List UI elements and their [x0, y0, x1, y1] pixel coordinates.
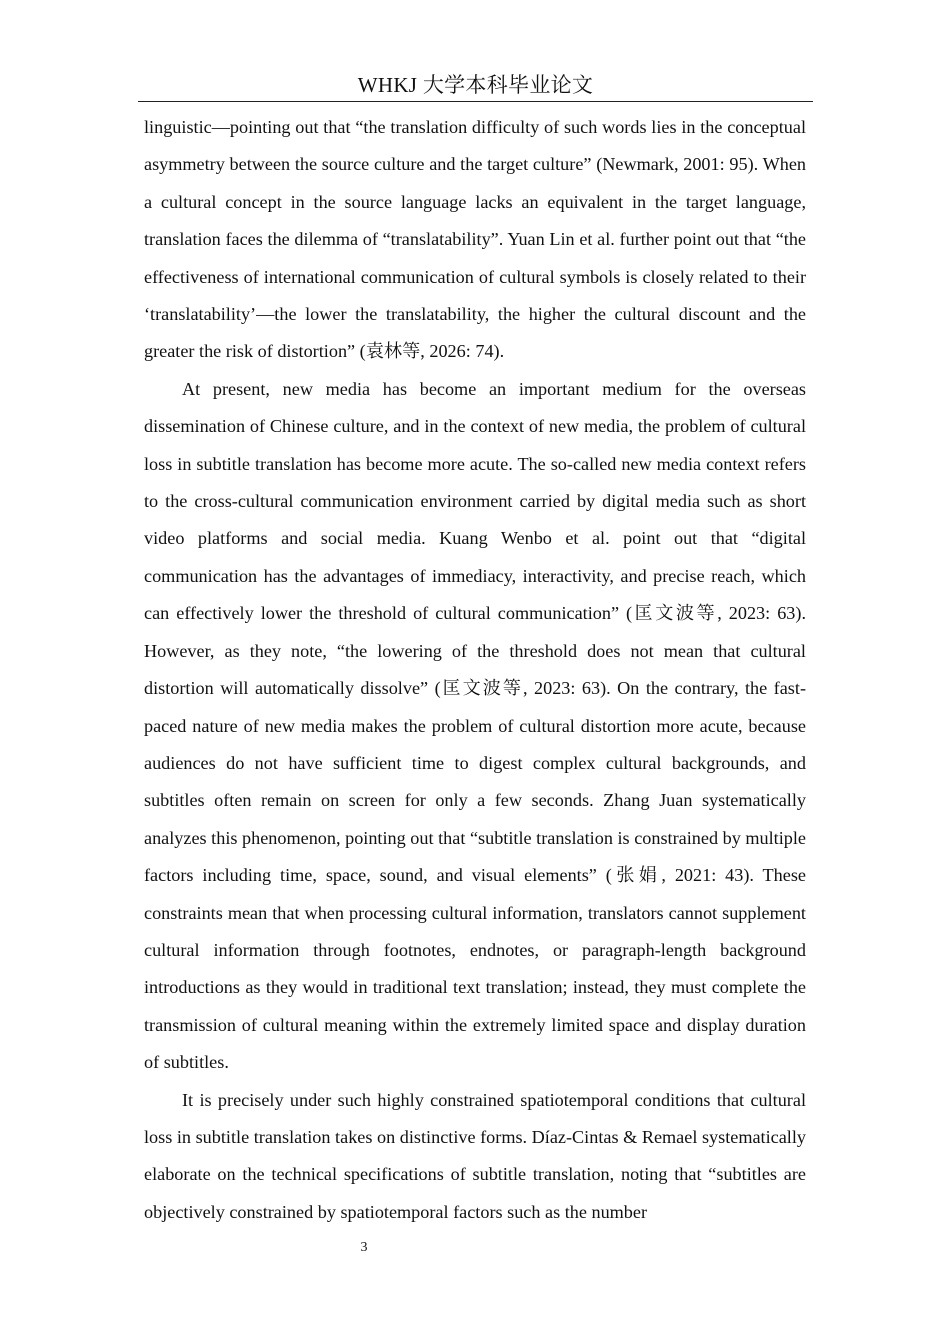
paragraph-3: It is precisely under such highly constrained spatiotemporal conditions that cultural loss in subtitle translation takes on distinctive forms. Díaz-Cintas & Remael systematically elaborate on the technical specifications of subtitle translation, noting that “subtitles are objectively constrained by spatiotemporal factors such as the number: [144, 1089, 806, 1222]
paragraph-2: At present, new media has become an important medium for the overseas dissemination of Chinese culture, and in the context of new media, the problem of cultural loss in subtitle translation has become more acute. The so-called new media context refers to the cross-cultural communication environment carried by digital media such as short video platforms and social media. Kuang Wenbo et al. point out that “digital communication has the advantages of immediacy, interactivity, and precise reach, which can effectively lower the threshold of cultural communication” (匡文波等, 2023: 63). However, as they note, “the lowering of the threshold does not mean that cultural distortion will automatically dissolve” (匡文波等, 2023: 63). On the contrary, the fast-paced nature of new media makes the problem of cultural distortion more acute, because audiences do not have sufficient time to digest complex cultural backgrounds, and subtitles often remain on screen for only a few seconds. Zhang Juan systematically analyzes this phenomenon, pointing out that “subtitle translation is constrained by multiple factors including time, space, sound, and visual elements” (张娟, 2021: 43). These constraints mean that when processing cultural information, translators cannot supplement cultural information through footnotes, endnotes, or paragraph-length background introductions as they would in traditional text translation; instead, they must complete the transmission of cultural meaning within the extremely limited space and display duration of subtitles.: [144, 378, 806, 1073]
body-text: [144, 109, 806, 1231]
paragraph-1: linguistic—pointing out that “the translation difficulty of such words lies in the conceptual asymmetry between the source culture and the target culture” (Newmark, 2001: 95). When a cultural concept in the source language lacks an equivalent in the target language, translation faces the dilemma of “translatability”. Yuan Lin et al. further point out that “the effectiveness of international communication of cultural symbols is closely related to their ‘translatability’—the lower the translatability, the higher the cultural discount and the greater the risk of distortion” (袁林等, 2026: 74).: [144, 117, 806, 362]
header-rule: [138, 101, 813, 102]
running-header: WHKJ 大学本科毕业论文: [357, 73, 594, 97]
page-number: 3: [360, 1240, 368, 1255]
